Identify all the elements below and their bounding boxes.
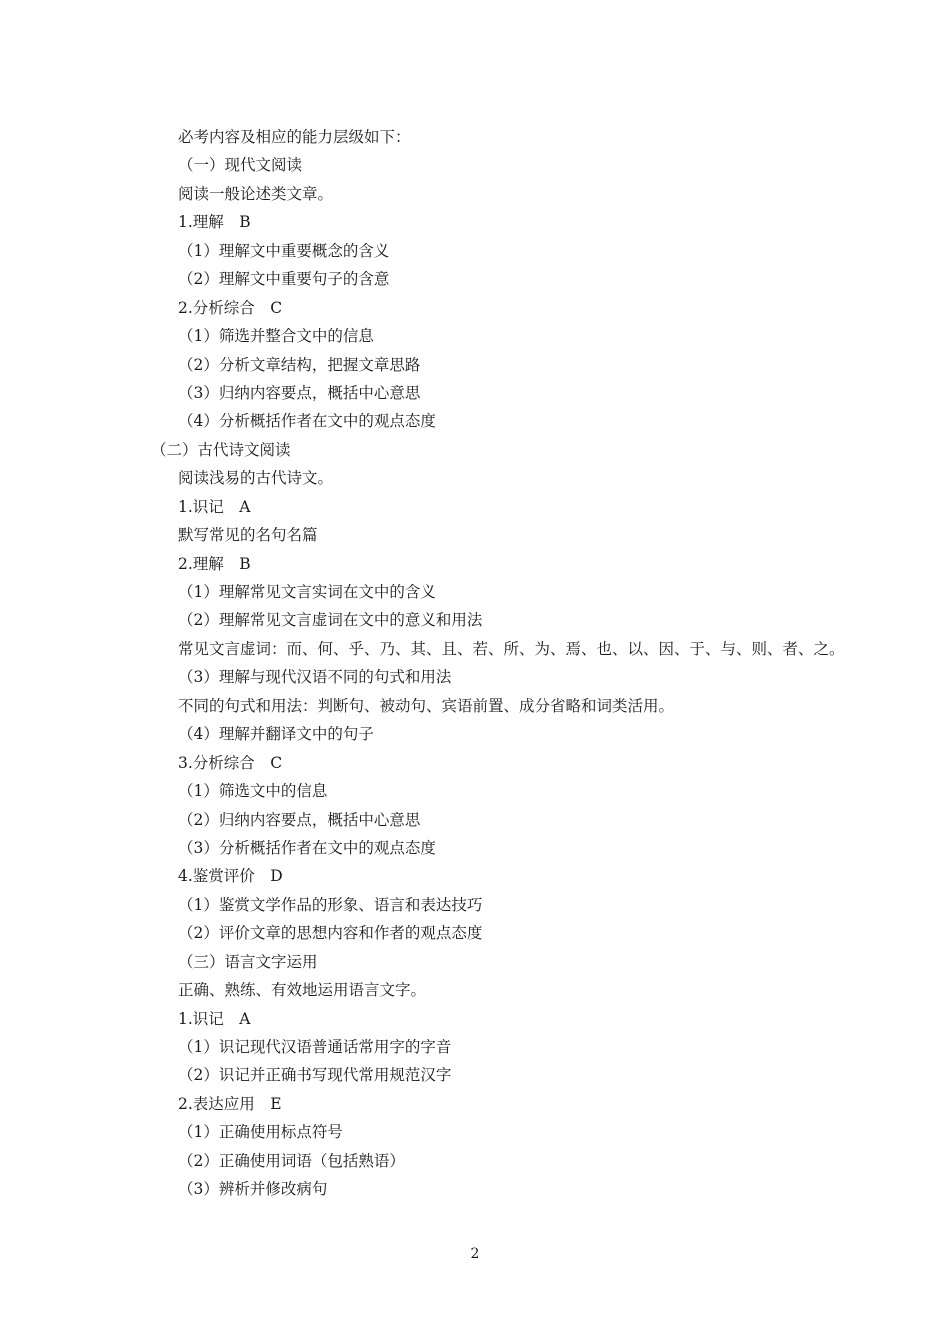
text-line: （二）古代诗文阅读 bbox=[151, 440, 291, 459]
text-line: 1.理解 B bbox=[178, 213, 251, 232]
text-line: （2）正确使用词语（包括熟语） bbox=[178, 1151, 405, 1170]
document-body bbox=[0, 123, 950, 1204]
text-line: （3）辨析并修改病句 bbox=[178, 1180, 328, 1199]
text-line: （1）筛选并整合文中的信息 bbox=[178, 327, 374, 346]
text-line: （三）语言文字运用 bbox=[178, 952, 318, 971]
text-line: （3）归纳内容要点，概括中心意思 bbox=[178, 383, 421, 402]
text-line: 2.分析综合 C bbox=[178, 298, 283, 317]
text-line: 阅读浅易的古代诗文。 bbox=[178, 469, 334, 488]
text-line: 4.鉴赏评价 D bbox=[178, 867, 283, 886]
text-line: （2）识记并正确书写现代常用规范汉字 bbox=[178, 1066, 452, 1085]
text-line: （1）理解文中重要概念的含义 bbox=[178, 241, 390, 260]
text-line: （3）分析概括作者在文中的观点态度 bbox=[178, 838, 436, 857]
text-line: （4）理解并翻译文中的句子 bbox=[178, 725, 374, 744]
text-line: 1.识记 A bbox=[178, 1009, 251, 1028]
text-line: （2）分析文章结构，把握文章思路 bbox=[178, 355, 421, 374]
text-line: 正确、熟练、有效地运用语言文字。 bbox=[178, 981, 427, 1000]
text-line: 默写常见的名句名篇 bbox=[178, 526, 318, 545]
text-line: （4）分析概括作者在文中的观点态度 bbox=[178, 412, 436, 431]
text-line: 1.识记 A bbox=[178, 497, 251, 516]
page-number: 2 bbox=[470, 1246, 480, 1262]
text-line: 阅读一般论述类文章。 bbox=[178, 184, 334, 203]
text-line: （一）现代文阅读 bbox=[178, 156, 303, 175]
text-line: 2.表达应用 E bbox=[178, 1094, 282, 1113]
text-line: （1）识记现代汉语普通话常用字的字音 bbox=[178, 1038, 452, 1056]
text-line: 3.分析综合 C bbox=[178, 753, 283, 772]
text-line: （2）评价文章的思想内容和作者的观点态度 bbox=[178, 924, 483, 943]
text-line: （1）鉴赏文学作品的形象、语言和表达技巧 bbox=[178, 895, 483, 914]
text-line: （3）理解与现代汉语不同的句式和用法 bbox=[178, 668, 452, 687]
text-line: 常见文言虚词：而、何、乎、乃、其、且、若、所、为、焉、也、以、因、于、与、则、者、之。 bbox=[178, 639, 845, 658]
text-line: （1）正确使用标点符号 bbox=[178, 1123, 343, 1142]
text-line: （1）筛选文中的信息 bbox=[178, 782, 328, 801]
text-line: 必考内容及相应的能力层级如下： bbox=[178, 128, 411, 146]
text-line: （1）理解常见文言实词在文中的含义 bbox=[178, 583, 436, 601]
text-line: （2）理解文中重要句子的含意 bbox=[178, 270, 390, 289]
text-line: 不同的句式和用法：判断句、被动句、宾语前置、成分省略和词类活用。 bbox=[178, 696, 675, 715]
text-line: （2）理解常见文言虚词在文中的意义和用法 bbox=[178, 611, 483, 630]
text-line: （2）归纳内容要点，概括中心意思 bbox=[178, 810, 421, 829]
text-line: 2.理解 B bbox=[178, 554, 251, 573]
